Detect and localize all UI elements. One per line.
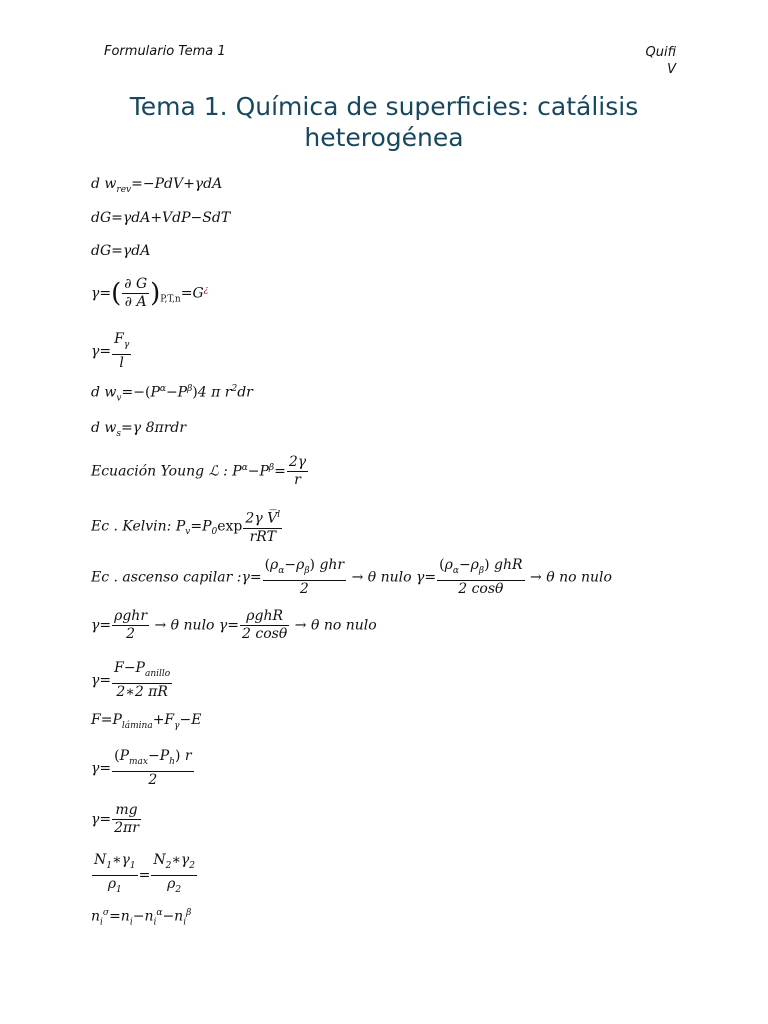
header-right-line1: Quifi [645,45,676,60]
exp-label: exp [217,518,243,535]
equation-young-laplace: Ecuación Young ℒ : $P^\alpha-P^\beta=$ $\frac{2\gamma}{r}$ [91,454,307,488]
equation-ratio: $\frac{N_1∗\gamma_1}{\rho_1}$ = $\frac{N_2∗\gamma_2}{\rho_2}$ [94,852,195,895]
page-title [90,91,678,153]
kelvin-label: Ec . Kelvin: [91,518,172,535]
equation-F-lamina: $F=P_{lámina}+F_\gamma-E$ [91,712,202,731]
equation-dwv: d $w_v=-(P^\alpha-P^\beta)4$ π $r^2dr$ [91,384,253,404]
theta-nulo-2: θ nulo [170,617,215,634]
header-left: Formulario Tema 1 [104,44,226,59]
equation-surface-excess: $n_i^\sigma=n_i-n_i^\alpha-n_i^\beta$ [91,908,192,928]
page-title-line1: Tema 1. Química de superficies: catálisis [129,92,639,121]
equation-gamma-force: γ= $\frac{F_\gamma}{l}$ [91,331,130,371]
equation-gamma-rho: γ= $\frac{\text{ρghr}}{2}$ → θ nulo γ= $\frac{\text{ρghR}}{2 \cos\theta}$ → θ no nulo [91,608,377,642]
header-right [643,44,676,78]
young-label: Ecuación Young [91,463,205,480]
equation-dwrev: d $w_{rev}=-PdV+\gamma dA$ [91,176,223,195]
theta-no-nulo-1: θ no nulo [546,569,612,586]
page-title-line2: heterogénea [304,123,464,152]
young-script-symbol: ℒ [208,463,219,480]
arrow-1: → [351,569,364,586]
equation-dG-gamma: dG=γdA [91,243,151,259]
arrow-3: → [154,617,167,634]
header-right-line2: V [667,62,676,77]
theta-no-nulo-2: θ no nulo [310,617,377,634]
equation-kelvin: Ec . Kelvin: $P_v=P_0\exp$ $\frac{2\gamma V̅^l}{\text{rRT}}$ [91,507,283,546]
arrow-4: → [294,617,307,634]
theta-nulo-1: θ nulo [367,569,412,586]
equation-gamma-mg: γ= $\frac{mg}{2\pi r}$ [91,802,139,836]
equation-gamma-anillo: γ= $\frac{F-P_{anillo}}{2∗2 \pi R}$ [91,660,171,700]
arrow-2: → [530,569,542,586]
equation-ascenso-capilar: Ec . ascenso capilar :γ= $\frac{(\rho_\alpha-\rho_\beta) ghr}{2}$ → θ nulo γ= $\frac{(\rho_\alpha-\rho_\beta) ghR}{2 \cos\theta}$ → θ no nulo [91,557,612,597]
equation-dG-full: dG=γdA+VdP−SdT [91,210,231,226]
equation-gamma-partial: γ=( $\frac{\partial G}{\partial A}$ )$_{P,T,n}=G^¿$ [91,276,209,310]
ascenso-label: Ec . ascenso capilar : [91,569,242,586]
equation-gamma-pmax: γ= $\frac{(P_{max}-P_h) r}{2}$ [91,748,192,788]
equation-dws: d $w_s=\gamma$ 8πrdr [91,420,187,439]
